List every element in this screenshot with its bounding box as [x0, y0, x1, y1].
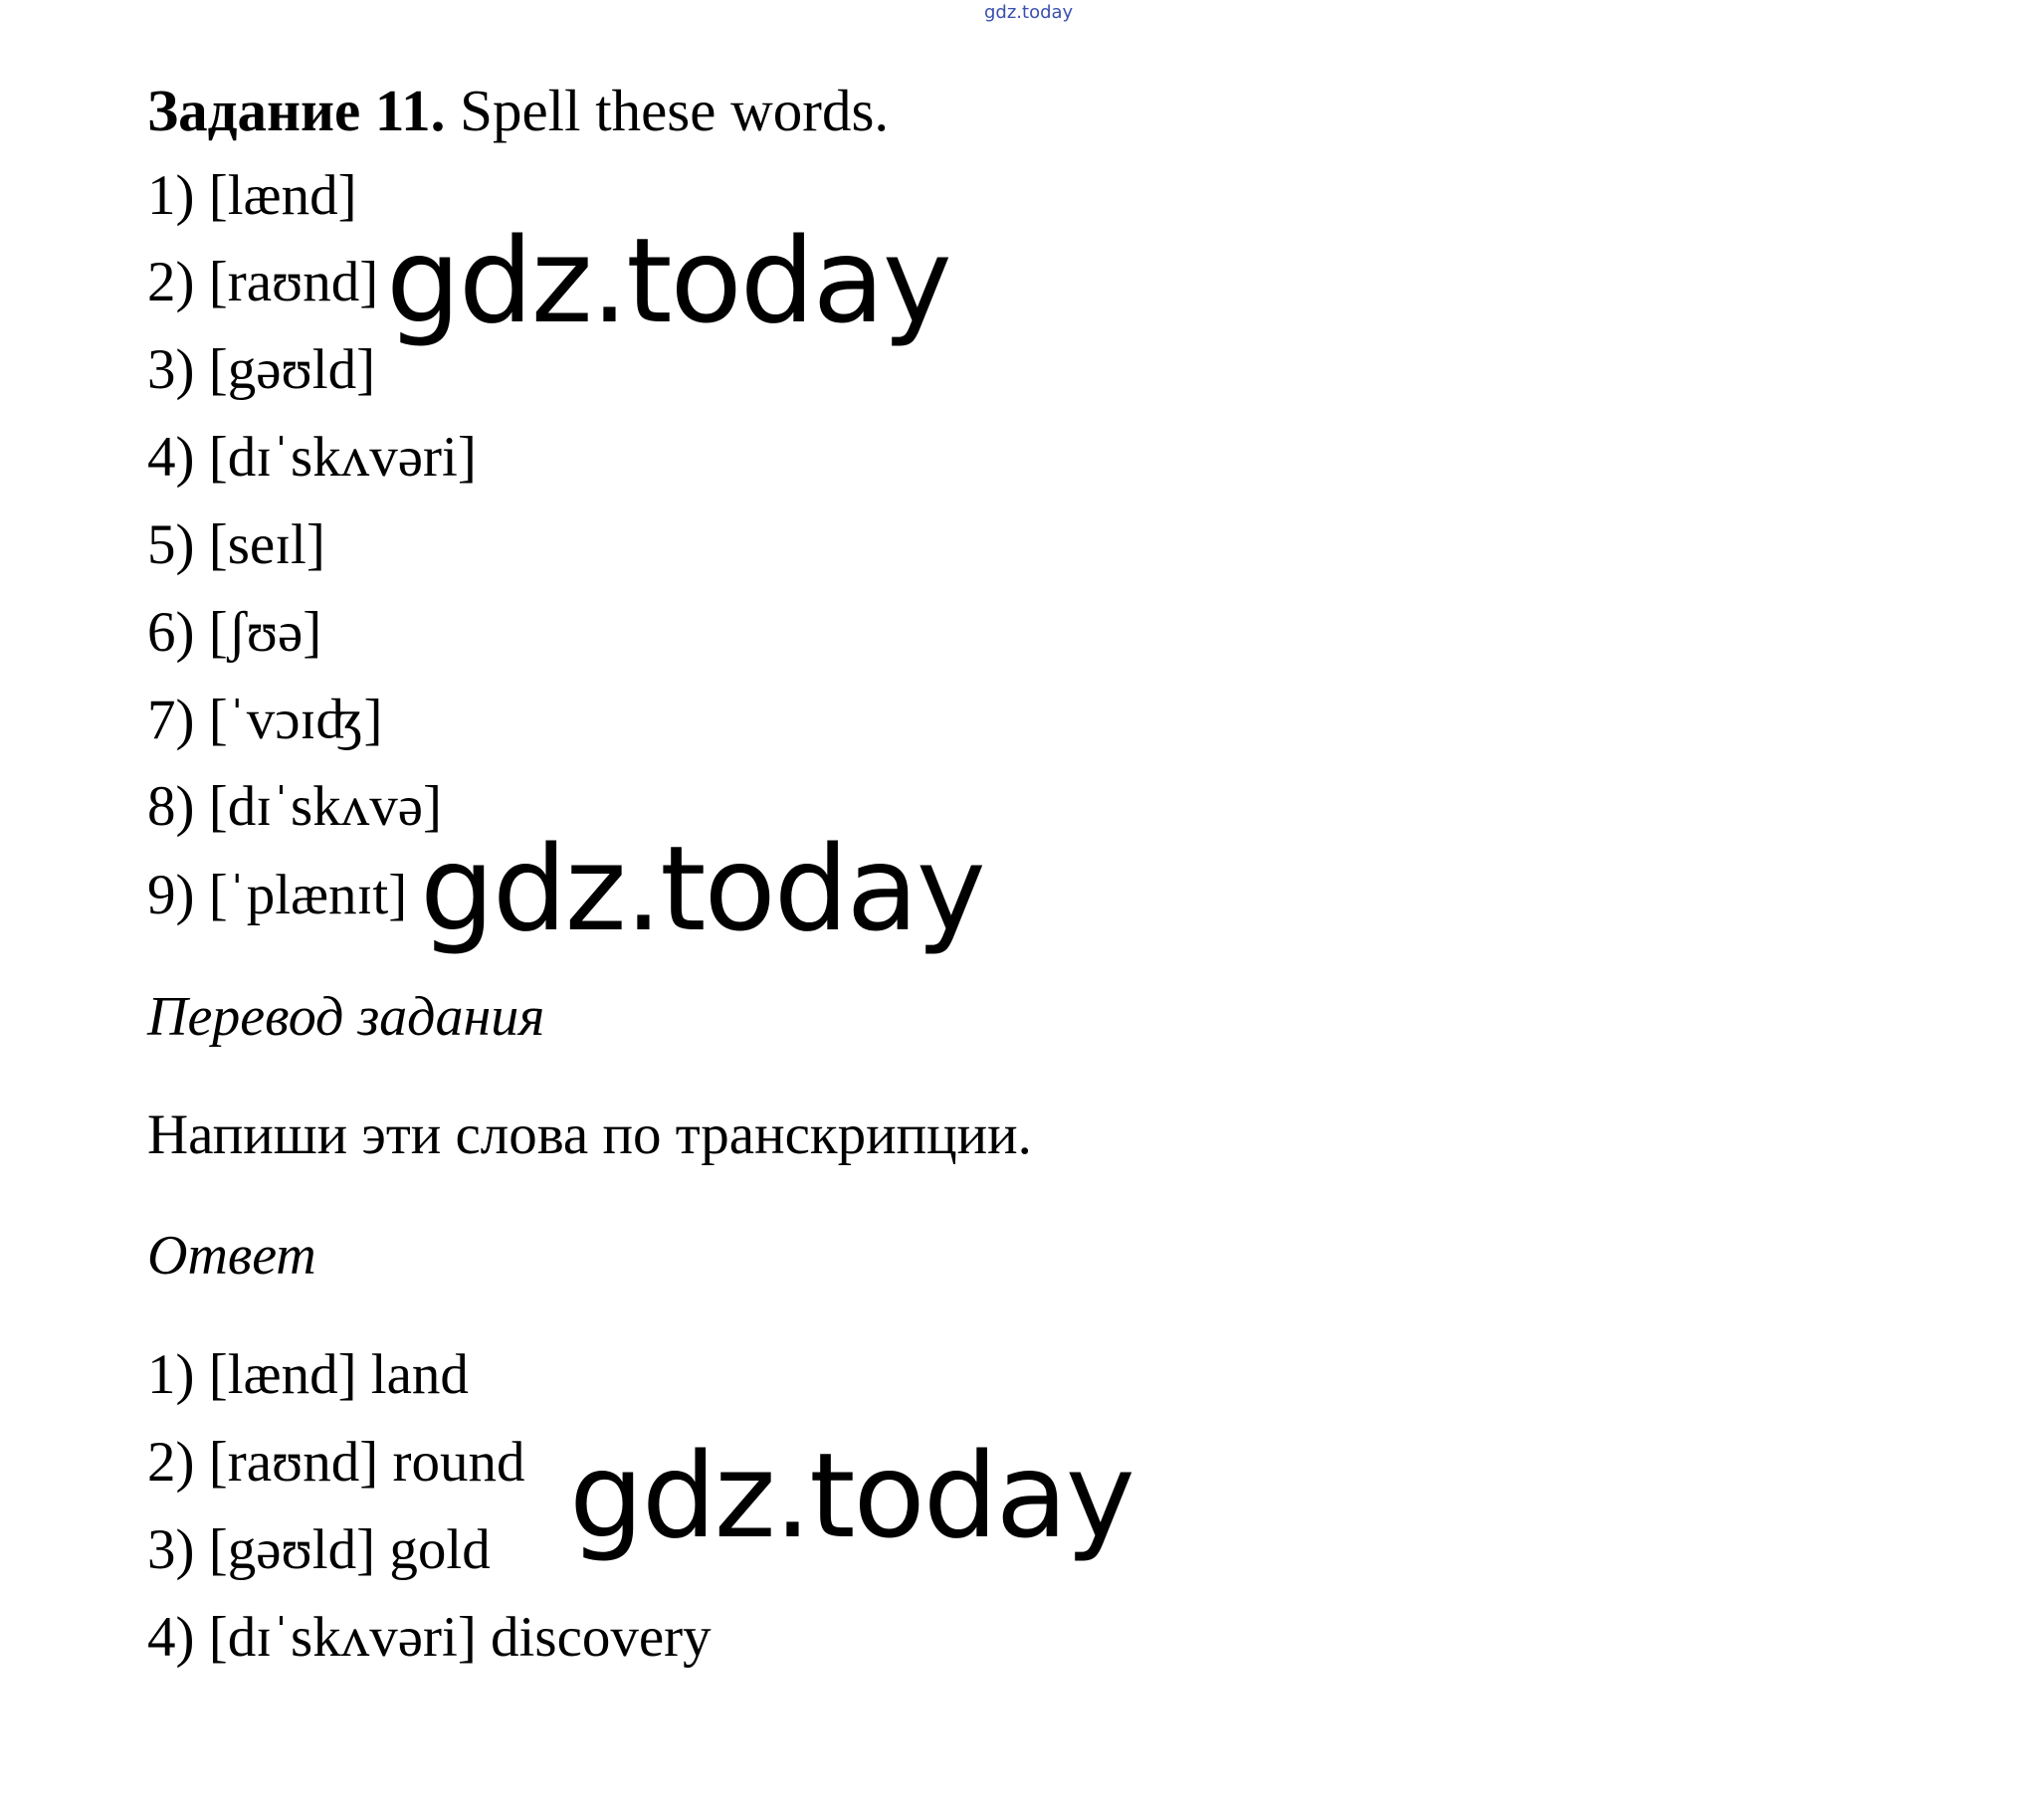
answer-item: 1) [lænd] land — [147, 1343, 469, 1406]
translation-heading: Перевод задания — [147, 986, 545, 1048]
transcription-item: 3) [gəʊld] — [147, 338, 376, 401]
transcription-item: 8) [dɪˈskʌvə] — [147, 775, 442, 838]
transcription-item: 1) [lænd] — [147, 164, 357, 227]
answer-item: 2) [raʊnd] round — [147, 1431, 525, 1494]
transcription-item: 9) [ˈplænɪt] — [147, 864, 408, 926]
answer-item: 4) [dɪˈskʌvəri] discovery — [147, 1606, 712, 1669]
watermark: gdz.today — [420, 820, 984, 957]
top-watermark: gdz.today — [984, 2, 1074, 23]
transcription-item: 2) [raʊnd] — [147, 251, 379, 313]
task-title — [147, 78, 889, 143]
transcription-item: 6) [ʃʊə] — [147, 601, 322, 664]
watermark: gdz.today — [386, 212, 950, 349]
transcription-item: 4) [dɪˈskʌvəri] — [147, 426, 477, 489]
answer-heading: Ответ — [147, 1225, 316, 1287]
transcription-item: 5) [seɪl] — [147, 513, 325, 576]
translation-text: Напиши эти слова по транскрипции. — [147, 1103, 1032, 1166]
task-label: Задание 11. — [147, 78, 446, 143]
transcription-item: 7) [ˈvɔɪʤ] — [147, 689, 383, 751]
watermark: gdz.today — [569, 1427, 1133, 1564]
task-instruction: Spell these words. — [460, 78, 890, 143]
answer-item: 3) [gəʊld] gold — [147, 1518, 491, 1581]
